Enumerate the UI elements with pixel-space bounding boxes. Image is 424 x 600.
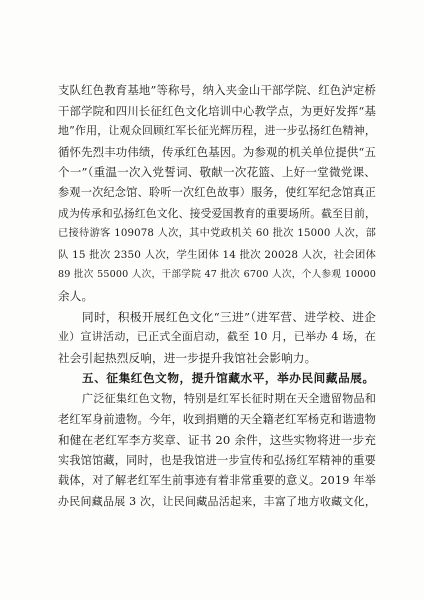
body-line-14: 社会引起热烈反响，进一步提升我馆社会影响力。 (58, 350, 317, 365)
body-line-4: 循怀先烈丰功伟绩，传承红色基因。为参观的机关单位提供“五 (58, 144, 376, 159)
body-line-10: 89 批次 55000 人次，干部学院 47 批次 6700 人次，个人参观 10000 (58, 269, 376, 281)
body-line-17: 老红军身前遗物。今年，收到捐赠的天全籍老红军杨克和谐遗物 (58, 412, 376, 426)
body-line-13: 业）宣讲活动，已正式全面启动，截至 10 月，已举办 4 场，在 (58, 330, 376, 344)
body-line-19: 实我馆馆藏，同时，也是我馆进一步宣传和弘扬红军精神的重要 (58, 453, 376, 467)
body-line-11: 余人。 (58, 288, 94, 303)
body-line-16: 广泛征集红色文物，特别是红军长征时期在天全遗留物品和 (82, 391, 376, 405)
body-line-9: 队 15 批次 2350 人次，学生团体 14 批次 20028 人次，社会团体 (58, 248, 376, 261)
body-line-6: 参观一次纪念馆、聆听一次红色故事）服务，使红军纪念馆真正 (58, 185, 376, 199)
document-body (58, 80, 376, 512)
body-line-3: 地”作用，让观众回顾红军长征光辉历程，进一步弘扬红色精神， (58, 124, 376, 138)
section-heading: 五、征集红色文物，提升馆藏水平，举办民间藏品展。 (82, 371, 375, 386)
body-line-1: 支队红色教育基地”等称号，纳入夹金山干部学院、红色泸定桥 (58, 83, 376, 97)
body-line-21: 办民间藏品展 3 次，让民间藏品活起来，丰富了地方收藏文化， (58, 494, 376, 508)
body-line-2: 干部学院和四川长征红色文化培训中心教学点，为更好发挥“基 (58, 103, 376, 118)
body-line-20: 载体，对了解老红军生前事迹有着非常重要的意义。2019 年举 (58, 474, 376, 488)
body-line-8: 已接待游客 109078 人次，其中党政机关 60 批次 15000 人次，部 (58, 228, 376, 240)
body-line-7: 成为传承和弘扬红色文化、接受爱国教育的重要场所。截至目前， (58, 206, 376, 220)
body-line-18: 和健在老红军李方奖章、证书 20 余件，这些实物将进一步充 (58, 433, 376, 448)
body-line-5: 个一”（重温一次入党誓词、敬献一次花篮、上好一堂微党课、 (58, 165, 376, 180)
body-line-12: 同时，积极开展红色文化“三进”（进军营、进学校、进企 (82, 309, 376, 324)
